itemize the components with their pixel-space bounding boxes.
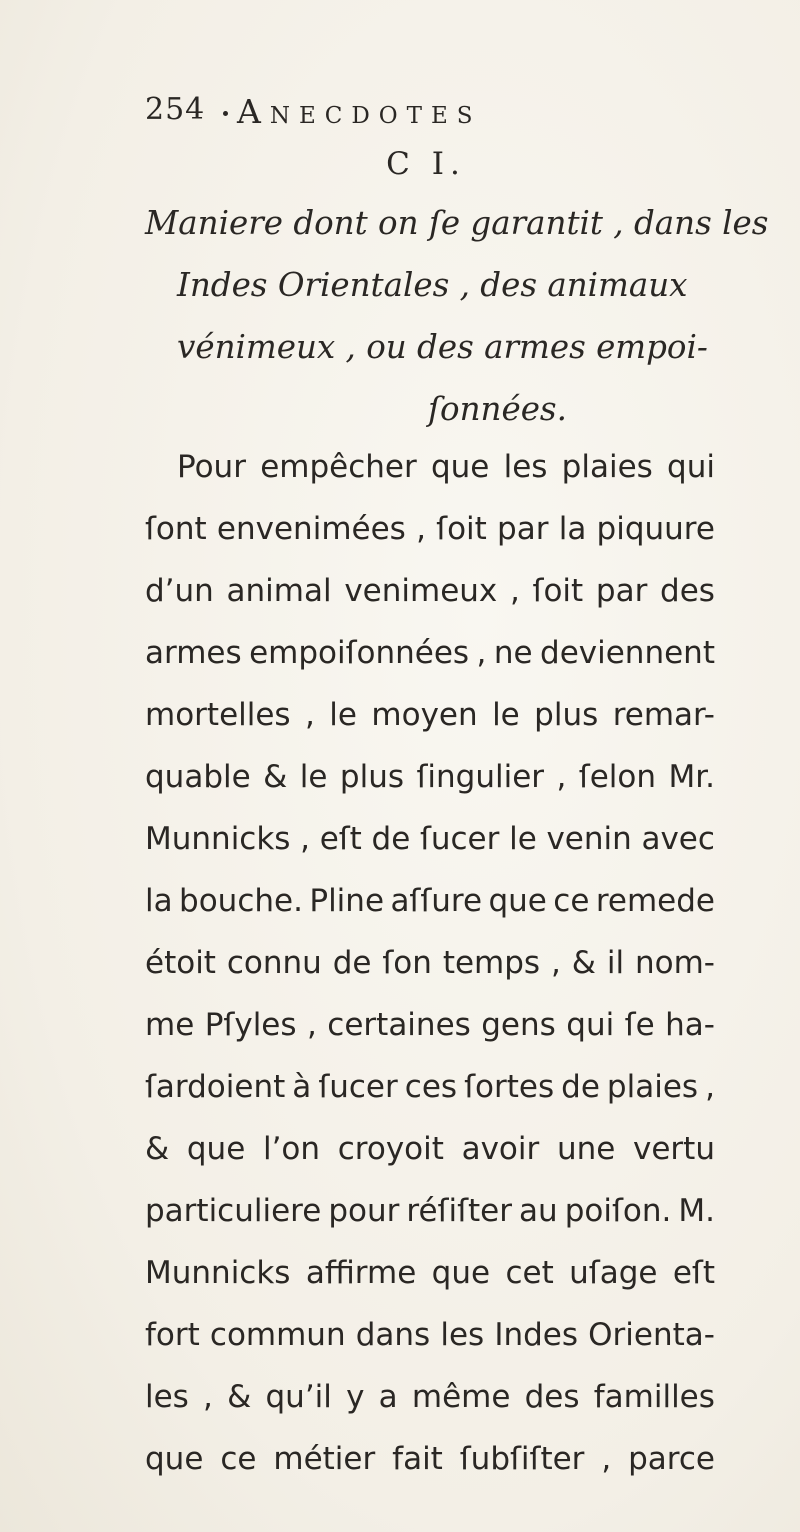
word: ſingulier bbox=[416, 759, 545, 795]
word: plaies bbox=[606, 1069, 699, 1105]
word: plus bbox=[339, 759, 405, 795]
word: de bbox=[561, 1069, 600, 1105]
word: même bbox=[411, 1379, 511, 1415]
word: des bbox=[524, 1379, 580, 1415]
word: pour bbox=[328, 1193, 400, 1229]
chapter-title bbox=[145, 192, 769, 440]
word: que bbox=[431, 1255, 491, 1291]
word: l’on bbox=[262, 1131, 321, 1167]
chapter-title-line: Indes Orientales , des animaux bbox=[177, 266, 688, 304]
word: remede bbox=[595, 883, 715, 919]
word: le bbox=[329, 697, 357, 733]
word: le bbox=[509, 821, 537, 857]
text-line bbox=[145, 498, 715, 560]
word: la bbox=[558, 511, 587, 547]
text-line bbox=[145, 684, 715, 746]
text-line bbox=[145, 622, 715, 684]
word: ha- bbox=[665, 1007, 715, 1043]
word: , bbox=[300, 821, 310, 857]
chapter-title-line: vénimeux , ou des armes empoi- bbox=[177, 328, 708, 366]
word: & bbox=[571, 945, 596, 981]
text-line bbox=[145, 994, 715, 1056]
word: commun bbox=[209, 1317, 346, 1353]
word: croyoit bbox=[337, 1131, 444, 1167]
word: fort bbox=[145, 1317, 200, 1353]
word: ſoit bbox=[436, 511, 487, 547]
word: ſon bbox=[382, 945, 432, 981]
word: , bbox=[509, 573, 520, 609]
word: M. bbox=[678, 1193, 715, 1229]
text-line bbox=[145, 1304, 715, 1366]
word: les bbox=[145, 1379, 189, 1415]
word: qu’il bbox=[265, 1379, 332, 1415]
word: aſſure bbox=[390, 883, 483, 919]
word: uſage bbox=[569, 1255, 658, 1291]
word: , bbox=[476, 635, 487, 671]
word: Mr. bbox=[668, 759, 715, 795]
word: ſelon bbox=[578, 759, 656, 795]
word: , bbox=[551, 945, 561, 981]
word: envenimées bbox=[216, 511, 406, 547]
word: nom- bbox=[635, 945, 715, 981]
word: par bbox=[497, 511, 549, 547]
text-line bbox=[145, 1242, 715, 1304]
word: cet bbox=[505, 1255, 554, 1291]
word: , bbox=[416, 511, 426, 547]
word: étoit bbox=[145, 945, 216, 981]
word: ſe bbox=[624, 1007, 655, 1043]
word: bouche. bbox=[179, 883, 303, 919]
word: venin bbox=[546, 821, 632, 857]
word: me bbox=[145, 1007, 195, 1043]
word: plaies bbox=[561, 449, 653, 485]
word: empêcher bbox=[260, 449, 417, 485]
word: ne bbox=[493, 635, 533, 671]
word: des bbox=[660, 573, 715, 609]
chapter-number: C I. bbox=[386, 146, 466, 182]
word: il bbox=[606, 945, 625, 981]
word: mortelles bbox=[145, 697, 291, 733]
word: ce bbox=[220, 1441, 257, 1477]
word: à bbox=[292, 1069, 312, 1105]
word: empoiſonnées bbox=[249, 635, 470, 671]
word: Pſyles bbox=[204, 1007, 297, 1043]
word: avoir bbox=[461, 1131, 540, 1167]
word: ſortes bbox=[464, 1069, 555, 1105]
word: ſardoient bbox=[145, 1069, 286, 1105]
word: métier bbox=[273, 1441, 376, 1477]
word: a bbox=[378, 1379, 398, 1415]
word: Munnicks bbox=[145, 821, 291, 857]
word: piquure bbox=[596, 511, 715, 547]
word: que bbox=[430, 449, 490, 485]
word: & bbox=[263, 759, 288, 795]
word: parce bbox=[628, 1441, 715, 1477]
word: gens bbox=[481, 1007, 556, 1043]
word: animal bbox=[226, 573, 332, 609]
page-header bbox=[145, 92, 665, 142]
word: une bbox=[556, 1131, 616, 1167]
text-line bbox=[145, 746, 715, 808]
word: qui bbox=[667, 449, 715, 485]
page-number: 254 bbox=[145, 92, 206, 127]
word: , bbox=[601, 1441, 612, 1477]
word: Orienta- bbox=[588, 1317, 715, 1353]
text-line bbox=[145, 436, 715, 498]
word: de bbox=[332, 945, 372, 981]
word: deviennent bbox=[540, 635, 715, 671]
word: quable bbox=[145, 759, 251, 795]
word: de bbox=[371, 821, 411, 857]
word: que bbox=[145, 1441, 204, 1477]
word: que bbox=[488, 883, 547, 919]
text-line bbox=[145, 1180, 715, 1242]
word: eſt bbox=[319, 821, 362, 857]
word: & bbox=[227, 1379, 252, 1415]
word: y bbox=[346, 1379, 365, 1415]
word: par bbox=[595, 573, 648, 609]
word: , bbox=[705, 1069, 715, 1105]
word: ce bbox=[553, 883, 590, 919]
word: , bbox=[556, 759, 567, 795]
word: poiſon. bbox=[564, 1193, 672, 1229]
word: le bbox=[299, 759, 328, 795]
running-title: Anecdotes bbox=[237, 92, 482, 131]
word: la bbox=[145, 883, 173, 919]
word: , bbox=[305, 697, 315, 733]
word: ſont bbox=[145, 511, 207, 547]
word: fait bbox=[392, 1441, 443, 1477]
word: ſucer bbox=[318, 1069, 398, 1105]
word: avec bbox=[641, 821, 715, 857]
text-line bbox=[145, 870, 715, 932]
word: particuliere bbox=[145, 1193, 322, 1229]
text-line bbox=[145, 560, 715, 622]
word: plus bbox=[534, 697, 599, 733]
word: armes bbox=[145, 635, 242, 671]
word: eſt bbox=[672, 1255, 715, 1291]
word: & bbox=[145, 1131, 170, 1167]
word: les bbox=[440, 1317, 485, 1353]
word: ſucer bbox=[419, 821, 500, 857]
word: Munnicks bbox=[145, 1255, 291, 1291]
word: , bbox=[306, 1007, 317, 1043]
word: d’un bbox=[145, 573, 214, 609]
text-line bbox=[145, 932, 715, 994]
word: certaines bbox=[327, 1007, 471, 1043]
word: au bbox=[519, 1193, 558, 1229]
word: remar- bbox=[612, 697, 715, 733]
word: ſubſiſter bbox=[459, 1441, 585, 1477]
word: Pline bbox=[309, 883, 385, 919]
word: qui bbox=[566, 1007, 615, 1043]
word: ces bbox=[404, 1069, 458, 1105]
word: que bbox=[186, 1131, 246, 1167]
word: Indes bbox=[494, 1317, 579, 1353]
word: le bbox=[492, 697, 520, 733]
word: réſiſter bbox=[406, 1193, 512, 1229]
word: familles bbox=[593, 1379, 715, 1415]
word: ſoit bbox=[532, 573, 584, 609]
word: dans bbox=[355, 1317, 431, 1353]
word: moyen bbox=[371, 697, 478, 733]
word: connu bbox=[226, 945, 322, 981]
text-line bbox=[145, 808, 715, 870]
word: affirme bbox=[305, 1255, 417, 1291]
word: les bbox=[503, 449, 548, 485]
word: venimeux bbox=[344, 573, 498, 609]
text-line bbox=[145, 1118, 715, 1180]
text-line bbox=[145, 1056, 715, 1118]
word: , bbox=[203, 1379, 213, 1415]
word: temps bbox=[442, 945, 541, 981]
word: Pour bbox=[177, 449, 246, 485]
body-text bbox=[145, 436, 715, 1490]
text-line bbox=[145, 1366, 715, 1428]
chapter-title-line: Maniere dont on ſe garantit , dans les bbox=[145, 204, 769, 242]
chapter-title-line: ſonnées. bbox=[428, 390, 567, 428]
word: vertu bbox=[633, 1131, 715, 1167]
text-line bbox=[145, 1428, 715, 1490]
